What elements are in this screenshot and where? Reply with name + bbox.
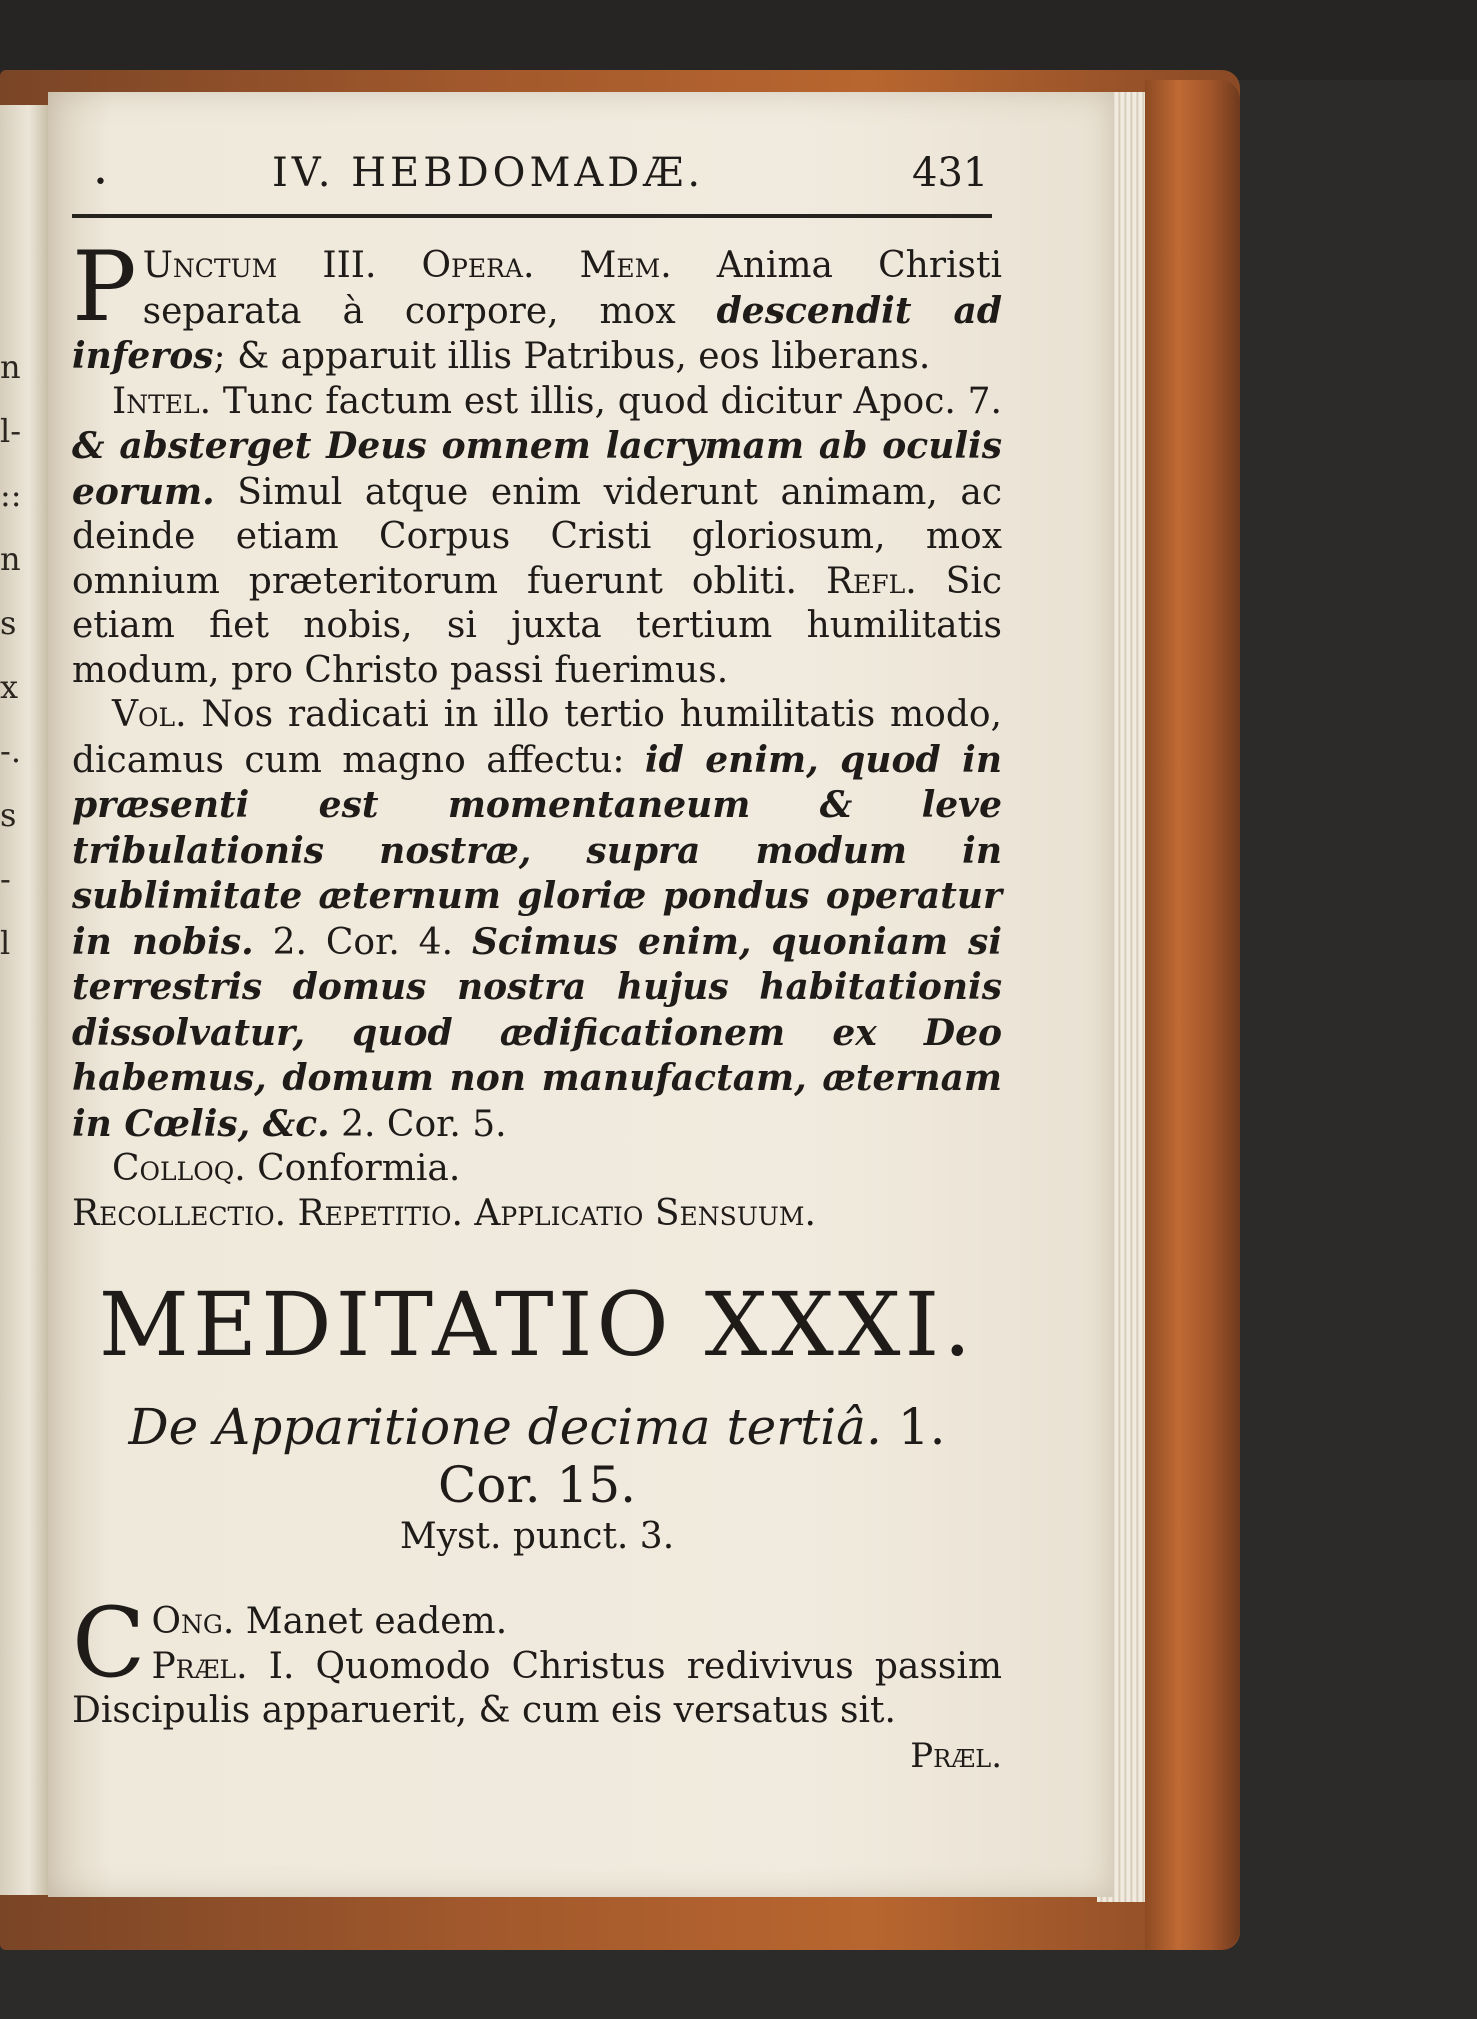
head-rule xyxy=(72,214,992,218)
colloq-paragraph xyxy=(72,1147,1002,1192)
vol-label: Vol. xyxy=(112,694,187,735)
meditatio-subtitle xyxy=(72,1398,1002,1514)
page-content xyxy=(72,150,1002,1776)
dropcap-p: P xyxy=(72,231,137,343)
vol-ref-2: 2. Cor. 5. xyxy=(329,1103,507,1145)
subtitle-italic: De Apparitione decima tertiâ. xyxy=(128,1398,882,1456)
left-page-edge xyxy=(0,105,48,1895)
book-cover-edge xyxy=(1145,80,1240,1950)
catchword: Præl. xyxy=(910,1735,1002,1776)
punctum-lead: Unctum III. Opera. Mem. xyxy=(142,245,672,286)
left-page-fragment: n xyxy=(0,540,21,578)
vol-quote-2: Scimus enim, quoniam si terrestris domus nostra hujus habitationis dissolvatur, quod ædificationem ex Deo habemus, domum non manufactam, æternam in Cœlis, &c. xyxy=(72,920,1002,1145)
vol-text: Nos radicati in illo tertio humilitatis modo, dicamus cum magno affectu: xyxy=(72,694,1002,781)
background-top xyxy=(0,0,1477,80)
running-head xyxy=(72,150,1002,208)
left-page-fragment: s xyxy=(0,796,17,834)
prael-label: Præl. xyxy=(151,1645,248,1687)
punctum-paragraph xyxy=(72,231,1002,380)
vol-paragraph xyxy=(72,693,1002,1147)
intel-paragraph xyxy=(72,380,1002,694)
recollectio-line: Recollectio. Repetitio. Applicatio Sensuum. xyxy=(72,1192,816,1234)
vol-quote-1: id enim, quod in præsenti est momentaneum & leve tribulationis nostræ, supra modum in sublimitate æternum gloriæ pondus operatur in nobis. xyxy=(72,738,1002,963)
left-page-fragment: s xyxy=(0,604,17,642)
running-head-title: IV. HEBDOMADÆ. xyxy=(272,150,705,196)
page-number: 431 xyxy=(912,150,989,196)
vol-ref-1: 2. Cor. 4. xyxy=(253,921,472,963)
left-page-fragment: - xyxy=(0,860,11,898)
punctum-text: Anima Christi separata à corpore, mox xyxy=(142,245,1002,332)
intel-quote: & absterget Deus omnem lacrymam ab oculis eorum. xyxy=(72,425,1002,513)
cong-text: Manet eadem. xyxy=(234,1601,508,1642)
left-page-fragments xyxy=(0,335,20,975)
punctum-text-end: ; & apparuit illis Patribus, eos liberans. xyxy=(213,336,931,377)
intel-text-2: Simul atque enim viderunt animam, ac deinde etiam Corpus Cristi gloriosum, mox omnium præteritorum fuerunt obliti. xyxy=(72,471,1002,602)
meditatio-subtitle-2: Myst. punct. 3. xyxy=(399,1516,675,1557)
left-page-fragment: l xyxy=(0,924,11,962)
left-page-fragment: l- xyxy=(0,412,22,450)
intel-label: Intel. xyxy=(112,380,212,422)
refl-label: Refl. xyxy=(825,560,917,602)
colloq-label: Colloq. xyxy=(112,1148,246,1189)
cong-label: Ong. xyxy=(151,1601,235,1642)
cong-paragraph xyxy=(72,1587,1002,1734)
ornament-dot: • xyxy=(94,170,107,195)
left-page-fragment: -. xyxy=(0,732,21,770)
left-page-fragment: :: xyxy=(0,476,22,514)
left-page-fragment: x xyxy=(0,668,19,706)
intel-text: Tunc factum est illis, quod dicitur Apoc. 7. xyxy=(211,380,1002,422)
colloq-text: Conformia. xyxy=(245,1148,461,1189)
prael-text: I. Quomodo Christus redivivus passim Discipulis apparuerit, & cum eis versatus sit. xyxy=(72,1645,1002,1731)
subtitle-reference: 1. Cor. 15. xyxy=(437,1398,946,1514)
dropcap-c: C xyxy=(72,1587,146,1699)
left-page-fragment: n xyxy=(0,348,21,386)
meditatio-title: MEDITATIO XXXI. xyxy=(98,1273,976,1376)
punctum-italic: descendit ad inferos xyxy=(72,289,1002,377)
refl-text: Sic etiam fiet nobis, si juxta tertium humilitatis modum, pro Christo passi fuerimus. xyxy=(72,560,1002,691)
